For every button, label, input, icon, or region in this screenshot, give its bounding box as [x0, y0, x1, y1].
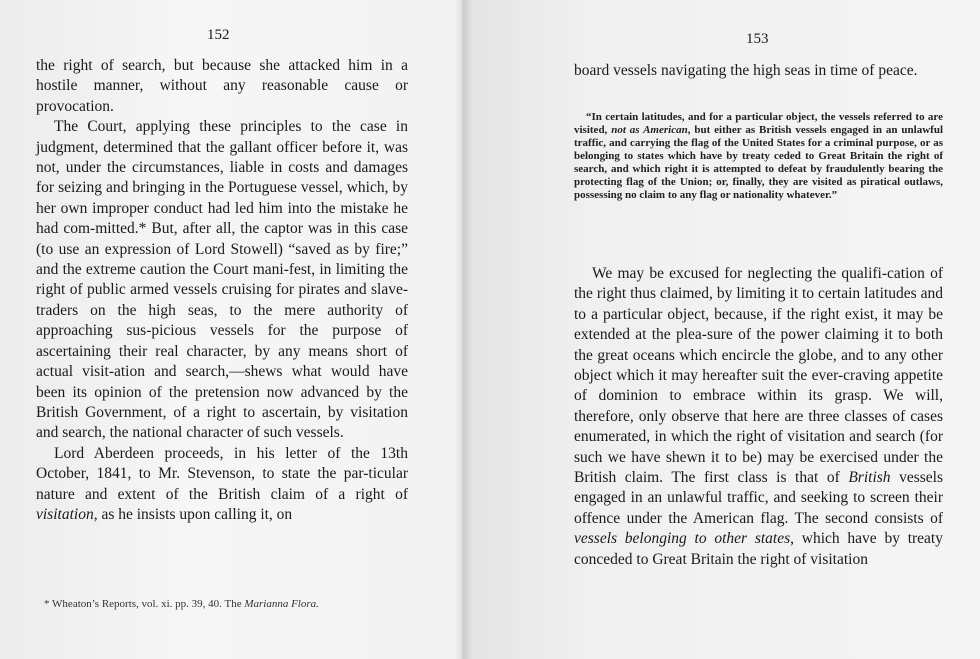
- footnote-italic: Marianna Flora.: [244, 598, 319, 610]
- right-paragraph-2-c: , which have by treaty conceded to Great Britain the right of visitation: [574, 530, 943, 568]
- left-paragraph-3-end: , as he insists upon calling it, on: [93, 505, 293, 523]
- right-paragraph-1: board vessels navigating the high seas in time of peace.: [574, 62, 918, 79]
- right-paragraph-2-italic-2: vessels belonging to other states: [574, 530, 791, 548]
- right-paragraph-2-italic-1: British: [848, 469, 891, 487]
- left-footnote: [44, 597, 414, 611]
- right-paragraph-2-a: We may be excused for neglecting the qualifi-cation of the right thus claimed, by limiting it to certain latitudes and to a particular object, because, if the right exist, it may be extended at the plea-sure of the power claiming it to both the great oceans which encircle the globe, and to any other object which it may hereafter suit the ever-craving appetite of dominion to embrace within its grasp. We will, therefore, only observe that here are three classes of cases enumerated, in which the right of visitation and search (for such we have shewn it to be) may be exercised under the British claim. The first class is that of: [574, 265, 943, 487]
- quote-italic: not as American: [611, 124, 688, 136]
- right-block-quote: [574, 111, 943, 202]
- right-page-number: 153: [746, 31, 769, 47]
- left-body-text: [36, 56, 408, 525]
- left-paragraph-3: [36, 444, 408, 526]
- quote-text-a: “In certain latitudes, and for a particular object, the vessels referred to are visited,: [574, 111, 943, 136]
- left-paragraph-1: the right of search, but because she attacked him in a hostile manner, without any reasonable cause or provocation.: [36, 57, 408, 115]
- left-paragraph-3-italic: visitation: [36, 505, 94, 523]
- right-paragraph-2-b: vessels engaged in an unlawful traffic, and seeking to screen their offence under the American flag. The second consists of: [574, 469, 943, 527]
- left-paragraph-3-start: Lord Aberdeen proceeds, in his letter of the 13th October, 1841, to Mr. Stevenson, to state the par-ticular nature and extent of the British claim of a right of: [36, 444, 408, 503]
- footnote-text: * Wheaton’s Reports, vol. xi. pp. 39, 40. The: [44, 598, 245, 610]
- left-page-number: 152: [207, 27, 230, 43]
- left-page: [0, 0, 462, 659]
- left-paragraph-2: The Court, applying these principles to the case in judgment, determined that the gallant officer before it, was not, under the circumstances, liable in costs and damages for seizing and bringing in the Portuguese vessel, which, by her own improper conduct had led him into the mistake he had com-mitted.* But, after all, the captor was in this case (to use an expression of Lord Stowell) “saved as by fire;” and the extreme caution the Court mani-fest, in limiting the right of public armed vessels cruising for pirates and slave-traders on the high seas, to the mere authority of approaching sus-picious vessels for the purpose of ascertaining their real character, by any means short of actual visit-ation and search,—shews what would have been its opinion of the pretension now advanced by the British Government, of a right to ascertain, by visitation and search, the national character of such vessels.: [36, 118, 408, 442]
- quote-text-b: , but either as British vessels engaged in an unlawful traffic, and carrying the flag of the United States for a criminal purpose, or as belonging to states which have by treaty ceded to Great Britain the right of search, and which right it is attempted to defeat by fraudulently bearing the protecting flag of the Union; or, finally, they are visited as piratical outlaws, possessing no claim to any flag or nationality whatever.”: [574, 124, 943, 201]
- book-gutter-shadow: [455, 0, 473, 659]
- right-paragraph-2: [574, 264, 943, 570]
- right-page: [462, 0, 980, 659]
